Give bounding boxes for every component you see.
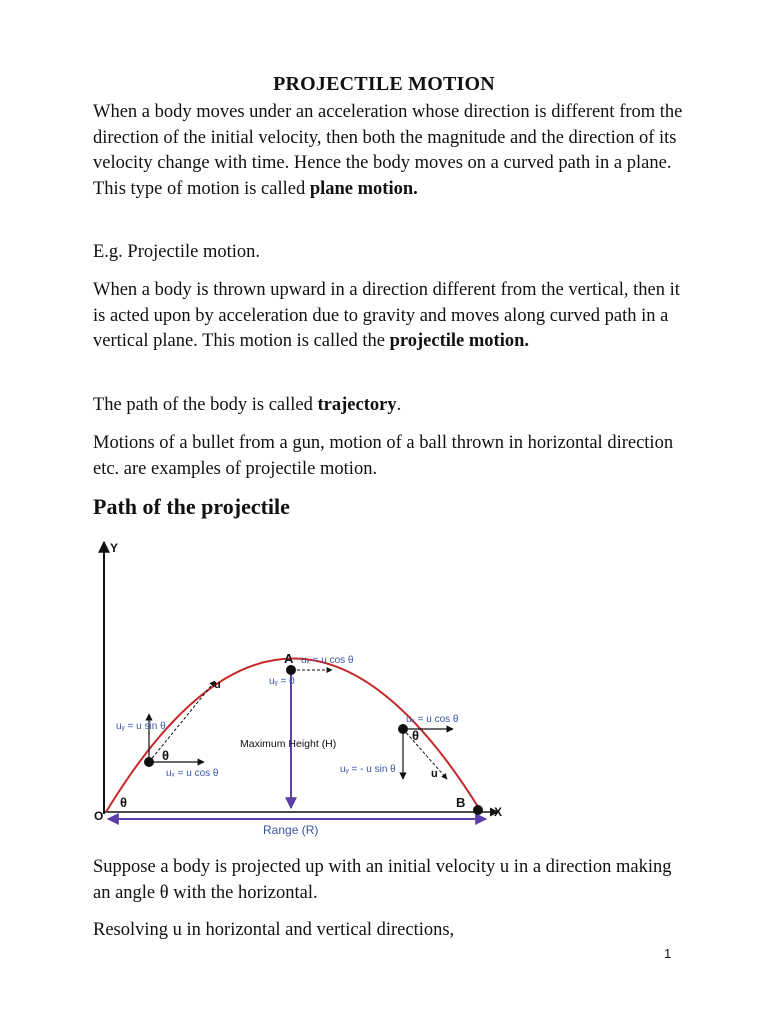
paragraph-examples: Motions of a bullet from a gun, motion of a ball thrown in horizontal direction etc. are examples of projectile motion. [93, 433, 674, 479]
top-uy-label: uᵧ = 0 [269, 676, 295, 687]
right-u-label: u [431, 768, 438, 780]
page-title: PROJECTILE MOTION [273, 73, 495, 96]
point-b-marker [473, 805, 483, 815]
point-a-label: A [284, 651, 294, 666]
paragraph-end: . [396, 395, 402, 415]
paragraph-projectile-definition [93, 278, 693, 355]
point-a-marker [286, 665, 296, 675]
paragraph-text: The path of the body is called [93, 395, 318, 415]
paragraph-plane-motion [93, 100, 693, 202]
right-uy-label: uᵧ = - u sin θ [340, 764, 396, 775]
y-axis-label: Y [110, 541, 119, 555]
left-theta-label: θ [162, 748, 170, 763]
range-label: Range (R) [263, 823, 319, 837]
point-b-label: B [456, 795, 466, 810]
x-axis-label: X [494, 805, 503, 819]
paragraph-text: When a body moves under an acceleration whose direction is different from the direction of the initial velocity, then both the magnitude and the direction of its velocity change with time. Hence the body moves on a curved path in a plane. This type of motion is called [93, 102, 683, 199]
right-ux-label: uₓ = u cos θ [406, 714, 459, 725]
term-projectile-motion: projectile motion. [389, 331, 530, 352]
left-uy-label: uᵧ = u sin θ [116, 721, 166, 732]
top-ux-label: uₓ = u cos θ [301, 655, 354, 666]
max-height-label: Maximum Height (H) [240, 738, 337, 750]
paragraph-text: When a body is thrown upward in a direction different from the vertical, then it is acted upon by acceleration due to gravity and moves along curved path in a vertical plane. This motion is called the [93, 280, 680, 352]
paragraph-example: E.g. Projectile motion. [93, 242, 260, 262]
right-theta-label: θ [412, 728, 420, 743]
paragraph-trajectory [93, 393, 693, 419]
page-number: 1 [664, 946, 672, 961]
term-trajectory: trajectory [317, 395, 397, 415]
left-ux-label: uₓ = u cos θ [166, 768, 219, 779]
paragraph-resolving: Resolving u in horizontal and vertical directions, [93, 920, 455, 940]
section-heading: Path of the projectile [93, 494, 290, 519]
term-plane-motion: plane motion. [309, 178, 418, 199]
origin-label: O [94, 809, 104, 823]
paragraph-initial-velocity: Suppose a body is projected up with an initial velocity u in a direction making an angle θ with the horizontal. [93, 857, 672, 903]
projectile-diagram [90, 536, 520, 846]
left-u-label: u [214, 679, 221, 691]
origin-theta-label: θ [120, 795, 128, 810]
